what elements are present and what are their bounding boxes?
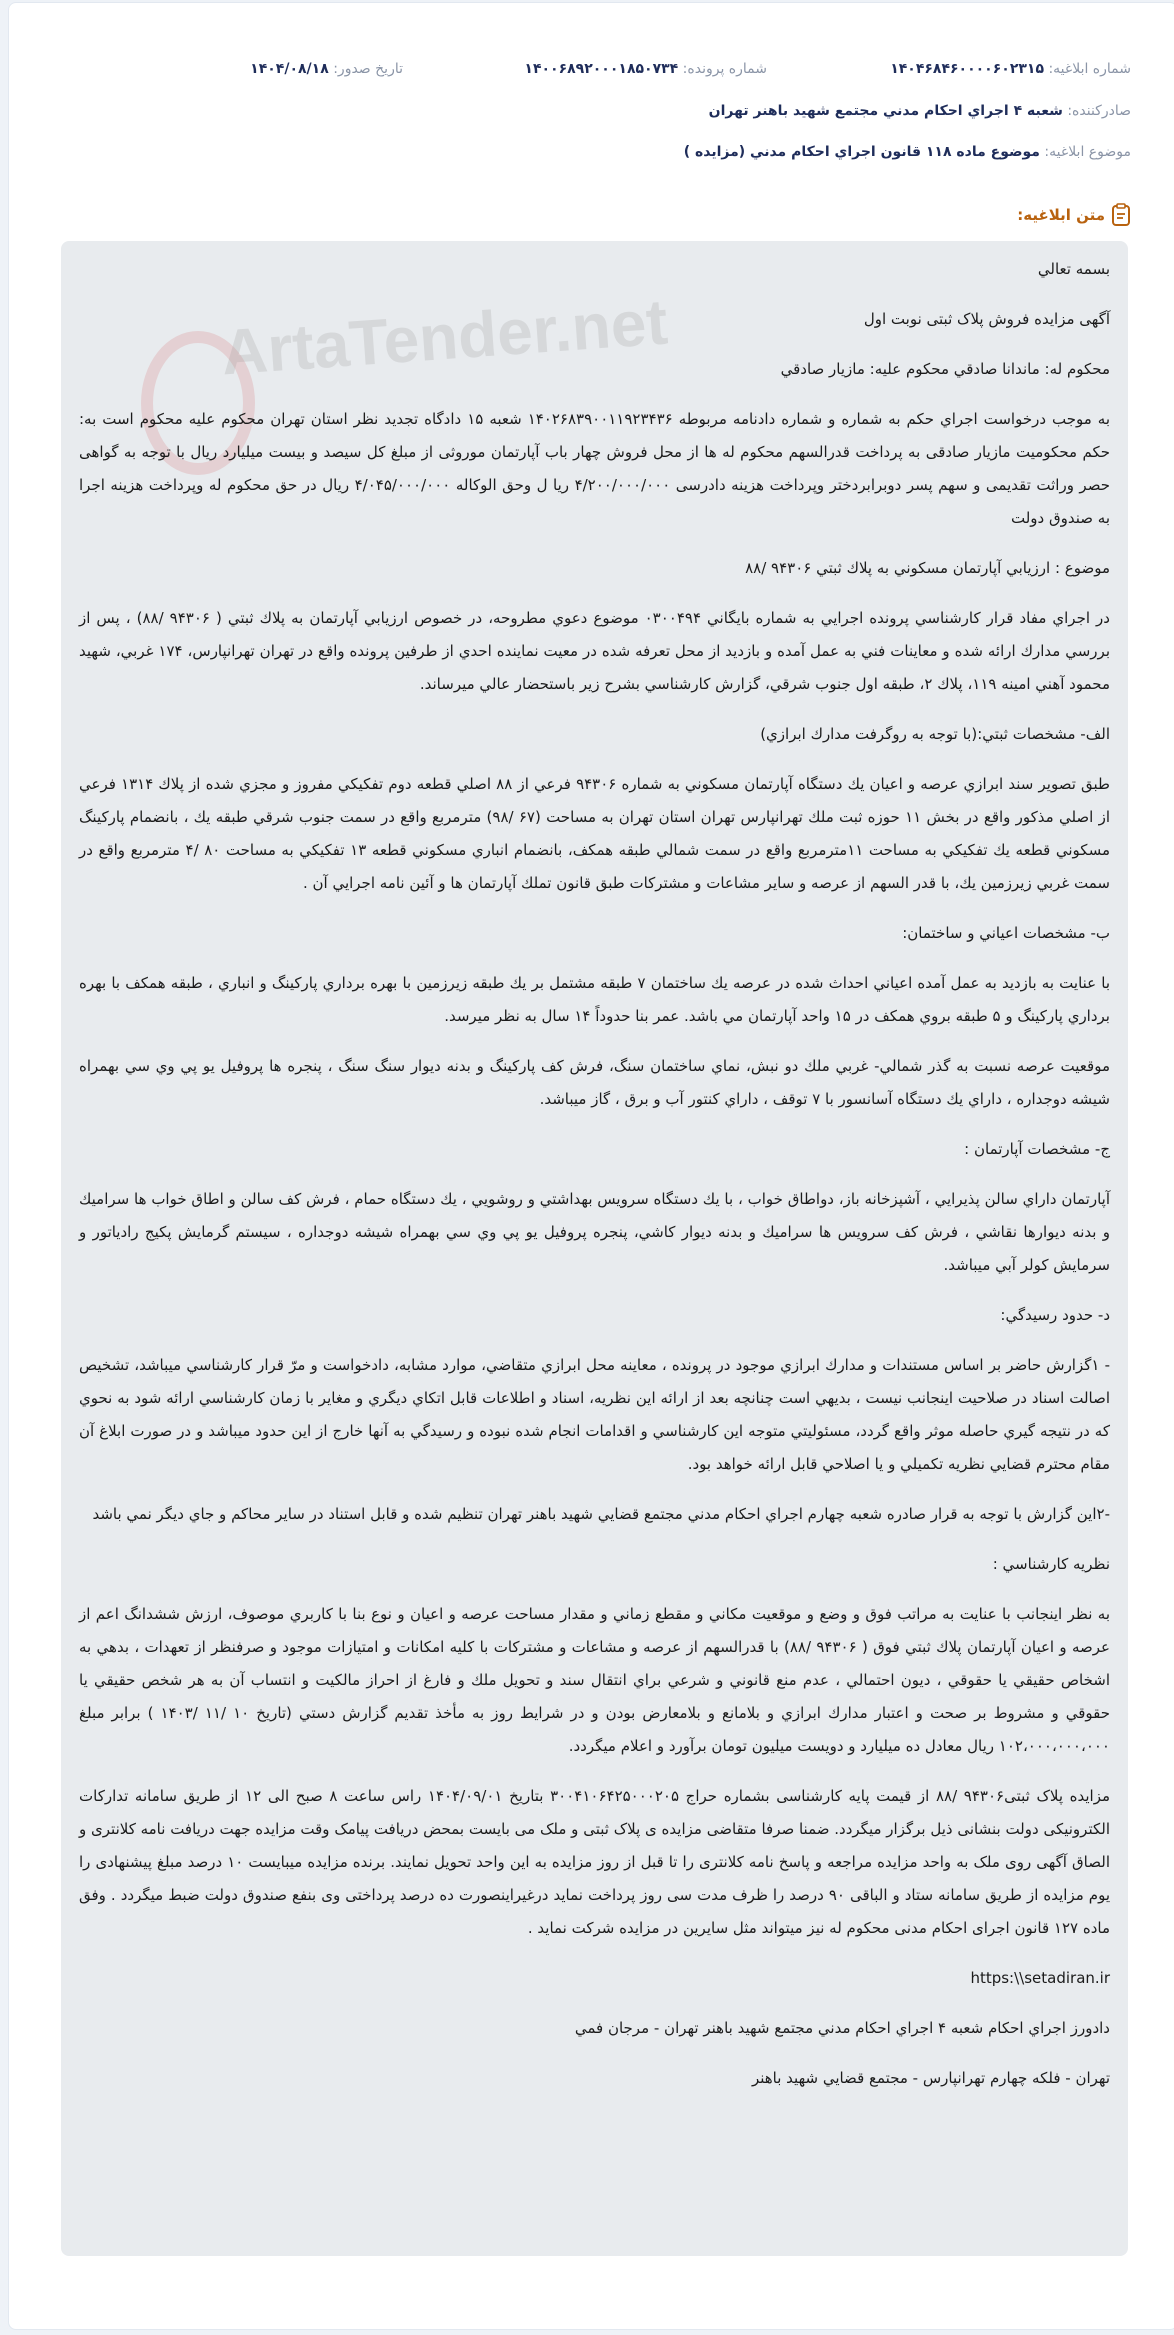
heading-apartment: ج- مشخصات آپارتمان :	[964, 1140, 1110, 1158]
paragraph-scope-1: - ۱گزارش حاضر بر اساس مستندات و مدارك ابرازي موجود در پرونده ، معاينه محل ابرازي متقاضي، موارد مشابه، دادخواست و مرّ قرار کارشناسي ميباشد، تشخيص اصالت اسناد در صلاحيت اينجانب نيست ، بديهي است چنانچه بعد از ارائه اين نظريه، اسناد و اطلاعات قابل اتکاي ديگري و مغاير با زمان کارشناسي ارائه شود به نحوي که در نتيجه گيري حاصله موثر واقع گردد، مسئوليتي متوجه اين کارشناسي و اقدامات انجام شده نبوده و رسيدگي به آنها خارج از اين حدود ميباشد و در صورت ابلاغ آن مقام محترم قضايي نظريه تکميلي و يا اصلاحي قابل ارائه خواهد بود.	[79, 1356, 1110, 1473]
issuer-value: شعبه ۴ اجراي احكام مدني مجتمع شهيد باهنر تهران	[708, 103, 1063, 119]
watermark: ArtaTender.net	[218, 285, 670, 389]
notice-text-title: متن ابلاغیه:	[1017, 206, 1105, 224]
paragraph-subject: موضوع : ارزيابي آپارتمان مسکوني به پلاك ثبتي ۹۴۳۰۶ /۸۸	[745, 559, 1110, 577]
paragraph-location: موقعيت عرصه نسبت به گذر شمالي- غربي ملك دو نبش، نماي ساختمان سنگ، فرش کف پارکينگ و بدنه ديوار سنگ سنگ ، پنجره ها پروفيل يو پي وي سي بهمراه شيشه دوجداره ، داراي يك دستگاه آسانسور با ۷ توقف ، داراي کنتور آب و برق ، گاز ميباشد.	[79, 1057, 1110, 1108]
paragraph-parties: محکوم له: ماندانا صادقي محکوم عليه: مازيار صادقي	[780, 360, 1110, 378]
paragraph-registration: طبق تصوير سند ابرازي عرصه و اعيان يك دستگاه آپارتمان مسکوني به شماره ۹۴۳۰۶ فرعي از ۸۸ اصلي قطعه دوم تفکيکي مفروز و مجزي شده از پلاك ۱۳۱۴ فرعي از اصلي مذکور واقع در بخش ۱۱ حوزه ثبت ملك تهرانپارس تهران استان تهران به مساحت (۶۷ /۹۸) مترمربع واقع در سمت جنوب شرقي طبقه يك ، بانضمام پارکينگ مسکوني قطعه يك تفکيکي به مساحت ۱۱مترمربع واقع در سمت شمالي طبقه همکف، بانضمام انباري مسکوني قطعه ۱۳ تفکيکي به مساحت ۸۰ /۴ مترمربع واقع در سمت غربي زيرزمين يك، با قدر السهم از عرصه و ساير مشاعات و مشترکات طبق قانون تملك آپارتمان ها و آئين نامه اجرايي آن .	[79, 775, 1110, 892]
setadiran-link[interactable]: https:\\setadiran.ir	[970, 1969, 1110, 1987]
notice-number	[890, 61, 1131, 77]
notice-subject-label: موضوع ابلاغیه:	[1044, 144, 1131, 160]
notice-card	[8, 2, 1174, 2330]
notice-subject-value: موضوع ماده ۱۱۸ قانون اجراي احكام مدني (مزايده )	[683, 144, 1040, 160]
notice-subject	[684, 144, 1131, 160]
notice-number-label: شماره ابلاغیه:	[1048, 61, 1131, 77]
heading-building: ب- مشخصات اعياني و ساختمان:	[902, 924, 1110, 942]
heading-expert-opinion: نظريه کارشناسي :	[992, 1555, 1110, 1573]
notice-body	[61, 241, 1128, 2256]
paragraph-address: تهران - فلکه چهارم تهرانپارس - مجتمع قضايي شهيد باهنر	[751, 2069, 1110, 2087]
paragraph-judgment: به موجب درخواست اجراي حکم به شماره و شماره دادنامه مربوطه ۱۴۰۲۶۸۳۹۰۰۱۱۹۲۳۴۳۶ شعبه ۱۵ دادگاه تجديد نظر استان تهران محکوم عليه محکوم است به: حکم محکومیت مازیار صادقی به پرداخت قدرالسهم محکوم له ها از محل فروش چهار باب آپارتمان موروثی از مبلغ کل سیصد و بیست میلیارد ریال با توجه به گواهی حصر وراثت تقدیمی و سهم پسر دوبرابردختر وپرداخت هزینه دادرسی ۴/۲۰۰/۰۰۰/۰۰۰ ریا ل وحق الوکاله ۴/۰۴۵/۰۰۰/۰۰۰ ریال در حق محکوم له وپرداخت هزینه اجرا به صندوق دولت	[79, 410, 1110, 527]
paragraph-expert-opinion: به نظر اينجانب با عنايت به مراتب فوق و وضع و موقعيت مکاني و مقطع زماني و مقدار مساحت عرصه و اعيان و نوع بنا با کاربري موصوف، ارزش ششدانگ اعم از عرصه و اعيان آپارتمان پلاك ثبتي فوق ( ۹۴۳۰۶ /۸۸) با قدرالسهم از عرصه و مشاعات و مشترکات با کليه امکانات و امتيازات موجود و صرفنظر از تعهدات ، بدهي به اشخاص حقيقي يا حقوقي ، ديون احتمالي ، عدم منع قانوني و شرعي براي انتقال سند و تحويل ملك و فارغ از احراز مالکيت و انتساب آن به هر شخص حقيقي يا حقوقي و مشروط بر صحت و اعتبار مدارك ابرازي و بلامانع و بلامعارض بودن و در شرايط روز به مأخذ تقديم گزارش دستي (تاريخ ۱۰ /۱۱ /۱۴۰۳ ) برابر مبلغ ۱۰۲،۰۰۰،۰۰۰،۰۰۰ ريال معادل ده ميليارد و دويست ميليون تومان برآورد و اعلام ميگردد.	[79, 1605, 1111, 1755]
issuer-label: صادرکننده:	[1067, 103, 1131, 119]
issue-date	[250, 61, 403, 77]
paragraph-signature: دادورز اجراي احکام شعبه ۴ اجراي احکام مدني مجتمع شهيد باهنر تهران - مرجان فمي	[574, 2019, 1110, 2037]
paragraph-auction: مزایده پلاک ثبتی۹۴۳۰۶ /۸۸ از قیمت پایه کارشناسی بشماره حراج ۳۰۰۴۱۰۶۴۲۵۰۰۰۲۰۵ بتاریخ ۱۴۰۴/۰۹/۰۱ راس ساعت ۸ صبح الی ۱۲ از طریق سامانه تدارکات الکترونیکی دولت بنشانی ذیل برگزار میگردد. ضمنا صرفا متقاضی مزایده ی پلاک ثبتی و ملک می بایست بمحض دریافت پیامک وقت مزایده جهت دریافت نامه کلانتری و الصاق آگهی روی ملک به واحد مزایده مراجعه و پاسخ نامه کلانتری را تا قبل از روز مزایده به این واحد تحویل نمایند. برنده مزایده میبایست ۱۰ درصد مبلغ پیشنهادی را یوم مزایده از طریق سامانه ستاد و الباقی ۹۰ درصد را ظرف مدت سی روز پرداخت نماید درغیراینصورت ده درصد پرداختی وی بنفع صندوق دولت ضبط میگردد . وفق ماده ۱۲۷ قانون اجرای احکام مدنی محکوم له نیز میتواند مثل سایرین در مزایده شرکت نماید .	[79, 1787, 1111, 1937]
issuer	[709, 103, 1131, 119]
paragraph-intro: در اجراي مفاد قرار کارشناسي پرونده اجرايي به شماره بايگاني ۰۳۰۰۴۹۴ موضوع دعوي مطروحه، در خصوص ارزيابي آپارتمان به پلاك ثبتي ( ۹۴۳۰۶ /۸۸) ، پس از بررسي مدارك ارائه شده و معاينات فني به عمل آمده و بازديد از محل تعرفه شده در معيت نماينده احدي از طرفين پرونده واقع در تهران تهرانپارس، ۱۷۴ غربي، شهيد محمود آهني امينه ۱۱۹، پلاك ۲، طبقه اول جنوب شرقي، گزارش کارشناسي بشرح زير باستحضار عالي ميرساند.	[79, 609, 1110, 693]
paragraph-scope-2: -۲اين گزارش با توجه به قرار صادره شعبه چهارم اجراي احکام مدني مجتمع قضايي شهيد باهنر تهران تنظيم شده و قابل استناد در ساير محاکم و جاي ديگر نمي باشد	[92, 1505, 1110, 1523]
paragraph-building: با عنايت به بازديد به عمل آمده اعياني احداث شده در عرصه يك ساختمان ۷ طبقه مشتمل بر يك طبقه زيرزمين با بهره برداري پارکينگ و انباري ، طبقه همکف با بهره برداري پارکينگ و ۵ طبقه بروي همکف در ۱۵ واحد آپارتمان مي باشد. عمر بنا حدوداً ۱۴ سال به نظر ميرسد.	[79, 974, 1110, 1025]
heading-scope: د- حدود رسيدگي:	[1000, 1306, 1110, 1324]
case-number-value: ۱۴۰۰۶۸۹۲۰۰۰۱۸۵۰۷۳۴	[524, 61, 679, 77]
case-number-label: شماره پرونده:	[682, 61, 767, 77]
issue-date-value: ۱۴۰۴/۰۸/۱۸	[250, 61, 329, 77]
document-icon	[1111, 203, 1131, 227]
heading-registration: الف- مشخصات ثبتي:(با توجه به روگرفت مدارك ابرازي)	[760, 725, 1110, 743]
paragraph-apartment: آپارتمان داراي سالن پذيرايي ، آشپزخانه باز، دواطاق خواب ، با يك دستگاه سرويس بهداشتي و روشويي ، يك دستگاه حمام ، فرش کف سالن و اطاق خواب ها سراميك و بدنه ديوارها نقاشي ، فرش کف سرويس ها سراميك و بدنه ديوار کاشي، پنجره پروفيل يو پي وي سي بهمراه شيشه دوجداره ، سيستم گرمايش پکيج رادياتور و سرمايش کولر آبي ميباشد.	[79, 1190, 1110, 1274]
case-number	[524, 61, 767, 77]
paragraph-greeting: بسمه تعالي	[1037, 260, 1110, 278]
notice-text-heading	[1017, 203, 1131, 227]
issue-date-label: تاریخ صدور:	[333, 61, 403, 77]
paragraph-title: آگهی مزایده فروش پلاک ثبتی نوبت اول	[863, 310, 1110, 328]
notice-number-value: ۱۴۰۴۶۸۴۶۰۰۰۰۶۰۲۳۱۵	[890, 61, 1044, 77]
